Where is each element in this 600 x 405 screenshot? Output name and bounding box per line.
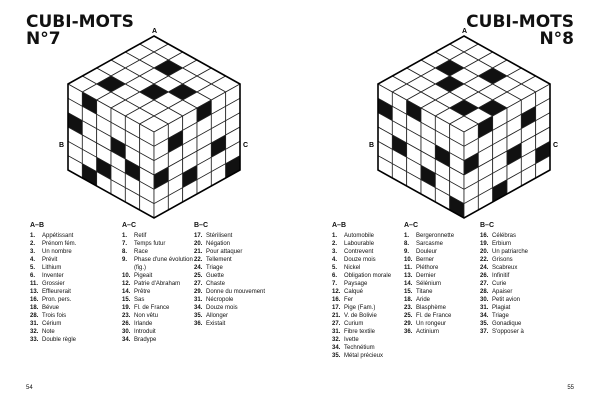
clue-text: Obligation morale <box>344 273 392 279</box>
clue-item <box>404 312 454 320</box>
vertex-label-b: B <box>369 142 375 149</box>
clue-text: Stérilisent <box>206 233 233 239</box>
clue-text: Lithium <box>42 265 62 271</box>
right-page <box>300 0 600 405</box>
clue-text: Dernier <box>416 273 436 279</box>
title-line-1: CUBI-MOTS <box>466 12 574 32</box>
clue-number: 30. <box>480 297 489 303</box>
clue-number: 9. <box>404 249 410 255</box>
clue-number: 15. <box>122 297 131 303</box>
clue-number: 15. <box>404 289 413 295</box>
clue-text: Contrevent <box>344 249 374 255</box>
clue-number: 35. <box>332 353 341 359</box>
clue-text: Métal précieux <box>344 353 384 359</box>
clue-item <box>332 248 391 256</box>
clue-item <box>194 304 265 312</box>
clue-number: 19. <box>480 241 489 247</box>
clue-column-header: B–C <box>480 222 495 229</box>
clue-item <box>194 280 265 288</box>
clue-number: 21. <box>194 249 203 255</box>
clue-column <box>122 222 194 344</box>
cube-cells <box>378 36 550 218</box>
clue-number: 18. <box>30 305 39 311</box>
clue-text: Labourable <box>344 241 375 247</box>
clue-number: 10. <box>122 273 131 279</box>
clue-text: Fibre textile <box>344 329 376 335</box>
clue-number: 17. <box>194 233 203 239</box>
cube-grid-svg <box>54 26 254 226</box>
clue-number: 3. <box>30 249 36 255</box>
clue-text: Un rongeur <box>416 321 447 327</box>
clue-text: Sélénium <box>416 281 442 287</box>
clue-text: Sas <box>134 297 145 303</box>
clue-item <box>332 288 391 296</box>
clue-number: 1. <box>404 233 410 239</box>
clue-item <box>332 320 391 328</box>
clue-text: Irlande <box>134 321 153 327</box>
clue-item <box>480 264 528 272</box>
clue-text: Donne du mouvement <box>206 289 266 295</box>
page-number: 54 <box>26 385 33 391</box>
clue-item <box>30 248 76 256</box>
clue-number: 29. <box>194 289 203 295</box>
clue-item <box>480 288 528 296</box>
clue-text: Prêtre <box>134 289 151 295</box>
clue-item <box>30 328 76 336</box>
title-line-2: N°8 <box>539 29 574 49</box>
clue-number: 9. <box>122 257 128 263</box>
clue-number: 34. <box>194 305 203 311</box>
clue-text: Bévue <box>42 305 60 311</box>
clue-number: 1. <box>332 233 338 239</box>
clue-item <box>194 296 265 304</box>
clue-column <box>30 222 76 344</box>
clue-text: Calqué <box>344 289 364 295</box>
clue-item <box>30 232 76 240</box>
clue-column <box>194 222 265 328</box>
clue-text: Non vêtu <box>134 313 159 319</box>
clue-item <box>480 280 528 288</box>
clue-item <box>122 320 194 328</box>
clue-number: 1. <box>30 233 36 239</box>
clue-number: 11. <box>30 281 39 287</box>
clue-item <box>404 248 454 256</box>
clue-number: 14. <box>404 281 413 287</box>
clue-text: Erbium <box>492 241 512 247</box>
clue-text: Allonger <box>206 313 229 319</box>
clue-text: Appétissant <box>42 233 74 239</box>
clue-column-header: A–B <box>332 222 347 229</box>
clue-number: 31. <box>194 297 203 303</box>
clue-number: 30. <box>122 329 131 335</box>
clue-text: Scabreux <box>492 265 518 271</box>
clue-number: 27. <box>194 281 203 287</box>
clue-number: 16. <box>480 233 489 239</box>
clue-text: Cérium <box>42 321 62 327</box>
clue-item <box>404 280 454 288</box>
clue-number: 36. <box>194 321 203 327</box>
clue-number: 8. <box>404 241 410 247</box>
clue-text: Retif <box>134 233 147 239</box>
vertex-label-a: A <box>152 28 158 35</box>
clue-number: 11. <box>404 265 413 271</box>
clue-item <box>480 312 528 320</box>
clue-item <box>332 336 391 344</box>
clue-text: Temps futur <box>134 241 166 247</box>
clue-text: Pour attaquer <box>206 249 243 255</box>
clue-text: S'opposer à <box>492 329 524 335</box>
clue-item <box>194 272 265 280</box>
clue-text: Douleur <box>416 249 438 255</box>
clue-column <box>480 222 528 336</box>
clue-text: V. de Bolivie <box>344 313 377 319</box>
clue-item <box>194 320 265 328</box>
clue-text: Pigeait <box>134 273 153 279</box>
clue-text: Triage <box>206 265 223 271</box>
cube-grid <box>54 26 254 226</box>
clue-text: Berner <box>416 257 435 263</box>
clue-number: 7. <box>122 241 128 247</box>
clue-number: 18. <box>404 297 413 303</box>
clue-number: 31. <box>332 329 341 335</box>
clue-number: 29. <box>404 321 413 327</box>
clue-number: 27. <box>332 321 341 327</box>
clue-item <box>30 240 76 248</box>
clue-item <box>332 304 391 312</box>
clue-item <box>332 328 391 336</box>
clue-text: Célébras <box>492 233 517 239</box>
clue-text: Pige (Fam.) <box>344 305 376 311</box>
clue-text: Ivette <box>344 337 359 343</box>
clue-item <box>480 256 528 264</box>
clue-item <box>122 280 194 288</box>
clue-item <box>404 304 454 312</box>
clue-number: 21. <box>332 313 341 319</box>
clue-item <box>480 232 528 240</box>
clue-number: 14. <box>122 289 131 295</box>
clue-text: Actinium <box>416 329 440 335</box>
clue-number: 12. <box>122 281 131 287</box>
clue-item <box>122 248 194 256</box>
clue-text: Double règle <box>42 337 77 343</box>
clue-text: Infinitif <box>492 273 510 279</box>
clue-number: 24. <box>194 265 203 271</box>
clue-text: Bergeronnette <box>416 233 455 239</box>
clue-item <box>122 312 194 320</box>
clue-text: Bradype <box>134 337 157 343</box>
clue-number: 3. <box>332 249 338 255</box>
clue-item <box>480 320 528 328</box>
clue-text: Pléthore <box>416 265 439 271</box>
clue-text: Douze mois <box>206 305 238 311</box>
clue-text: Grossier <box>42 281 65 287</box>
clue-column <box>332 222 391 360</box>
clue-item <box>480 272 528 280</box>
clue-item <box>194 256 265 264</box>
clue-item <box>122 288 194 296</box>
clue-text: Un nombre <box>42 249 72 255</box>
clue-number: 27. <box>480 281 489 287</box>
clue-item <box>332 272 391 280</box>
clue-item <box>30 272 76 280</box>
clue-text: Un patriarche <box>492 249 529 255</box>
clue-item <box>122 240 194 248</box>
clue-text: Prévit <box>42 257 58 263</box>
clue-item <box>332 264 391 272</box>
clue-text: Pron. pers. <box>42 297 72 303</box>
clue-item <box>30 296 76 304</box>
clue-item <box>122 272 194 280</box>
clue-text: Aride <box>416 297 431 303</box>
clue-text: Technétium <box>344 345 375 351</box>
clue-column-header: A–B <box>30 222 45 229</box>
clue-text: Fer <box>344 297 353 303</box>
vertex-label-c: C <box>243 142 249 149</box>
clue-number: 8. <box>122 249 128 255</box>
clue-number: 10. <box>404 257 413 263</box>
clue-text: Nickel <box>344 265 361 271</box>
clue-text: Phase d'une évolution (fig.) <box>134 257 193 271</box>
clue-text: Trois fois <box>42 313 67 319</box>
clue-text: Apaiser <box>492 289 513 295</box>
clue-number: 2. <box>332 241 338 247</box>
clue-text: Sarcasme <box>416 241 444 247</box>
page-number: 55 <box>567 385 574 391</box>
clue-item <box>480 328 528 336</box>
clue-item <box>332 312 391 320</box>
clue-number: 13. <box>404 273 413 279</box>
clue-item <box>30 256 76 264</box>
clue-number: 22. <box>480 257 489 263</box>
clue-number: 36. <box>404 329 413 335</box>
clue-number: 19. <box>122 305 131 311</box>
clue-column-header: A–C <box>122 222 137 229</box>
clue-number: 5. <box>332 265 338 271</box>
clue-item <box>332 240 391 248</box>
clue-item <box>30 280 76 288</box>
clue-number: 23. <box>404 305 413 311</box>
clue-item <box>122 336 194 344</box>
clue-item <box>122 296 194 304</box>
clue-text: Curie <box>492 281 507 287</box>
clue-item <box>404 288 454 296</box>
clue-number: 6. <box>332 273 338 279</box>
clue-number: 16. <box>30 297 39 303</box>
clue-item <box>332 296 391 304</box>
clue-text: Introduit <box>134 329 156 335</box>
clue-number: 28. <box>480 289 489 295</box>
clue-text: Négation <box>206 241 231 247</box>
clue-item <box>404 264 454 272</box>
title-line-2: N°7 <box>26 29 61 49</box>
clue-item <box>332 344 391 352</box>
clue-number: 4. <box>332 257 338 263</box>
clue-text: Curium <box>344 321 364 327</box>
clue-number: 31. <box>30 321 39 327</box>
clue-text: Paysage <box>344 281 368 287</box>
clue-number: 7. <box>332 281 338 287</box>
clue-text: Effleurerait <box>42 289 71 295</box>
clue-number: 20. <box>480 249 489 255</box>
clue-number: 32. <box>30 329 39 335</box>
clue-number: 12. <box>332 289 341 295</box>
clue-item <box>30 264 76 272</box>
clue-item <box>194 240 265 248</box>
clue-number: 13. <box>30 289 39 295</box>
clue-text: Fl. de France <box>416 313 452 319</box>
clue-text: Patrie d'Abraham <box>134 281 181 287</box>
clue-number: 35. <box>480 321 489 327</box>
clue-text: Titane <box>416 289 433 295</box>
clue-text: Note <box>42 329 55 335</box>
clue-text: Douze mois <box>344 257 376 263</box>
clue-item <box>480 296 528 304</box>
clue-number: 2. <box>30 241 36 247</box>
clue-number: 28. <box>30 313 39 319</box>
clue-number: 22. <box>194 257 203 263</box>
clue-item <box>404 256 454 264</box>
clue-item <box>30 336 76 344</box>
clue-number: 6. <box>30 273 36 279</box>
vertex-label-b: B <box>59 142 65 149</box>
clue-number: 37. <box>480 329 489 335</box>
vertex-label-c: C <box>553 142 559 149</box>
clue-number: 33. <box>30 337 39 343</box>
clue-item <box>332 352 391 360</box>
clue-item <box>404 328 454 336</box>
clue-item <box>30 288 76 296</box>
clue-number: 25. <box>194 273 203 279</box>
clue-item <box>30 304 76 312</box>
clue-text: Fl. de France <box>134 305 170 311</box>
clue-item <box>404 320 454 328</box>
clue-column <box>404 222 454 336</box>
clue-number: 5. <box>30 265 36 271</box>
cube-grid <box>364 26 564 226</box>
clue-item <box>122 304 194 312</box>
clue-text: Blasphème <box>416 305 447 311</box>
clue-text: Plagiat <box>492 305 511 311</box>
clue-text: Prénom fém. <box>42 241 77 247</box>
clue-number: 34. <box>480 313 489 319</box>
title-line-1: CUBI-MOTS <box>26 12 134 32</box>
clue-number: 26. <box>480 273 489 279</box>
clue-item <box>404 296 454 304</box>
clue-text: Guette <box>206 273 225 279</box>
clue-number: 26. <box>122 321 131 327</box>
clue-text: Tellement <box>206 257 232 263</box>
clue-text: Nécropole <box>206 297 234 303</box>
clue-item <box>480 304 528 312</box>
vertex-label-a: A <box>462 28 468 35</box>
clue-number: 23. <box>122 313 131 319</box>
clue-item <box>30 320 76 328</box>
clue-item <box>480 248 528 256</box>
cube-grid-svg <box>364 26 564 226</box>
clue-item <box>122 328 194 336</box>
clue-number: 17. <box>332 305 341 311</box>
clue-text: Inventer <box>42 273 64 279</box>
clue-text: Chaste <box>206 281 226 287</box>
clue-item <box>404 272 454 280</box>
clue-column-header: B–C <box>194 222 209 229</box>
clue-item <box>122 232 194 240</box>
clue-item <box>122 256 194 272</box>
clue-text: Existait <box>206 321 226 327</box>
clue-item <box>30 312 76 320</box>
clue-number: 20. <box>194 241 203 247</box>
clue-number: 35. <box>194 313 203 319</box>
clue-text: Gonadique <box>492 321 522 327</box>
clue-text: Grisons <box>492 257 513 263</box>
clue-number: 16. <box>332 297 341 303</box>
clue-column-header: A–C <box>404 222 419 229</box>
clue-item <box>194 312 265 320</box>
clue-number: 4. <box>30 257 36 263</box>
clue-text: Petit avion <box>492 297 521 303</box>
clue-item <box>332 256 391 264</box>
clue-item <box>194 232 265 240</box>
cube-cells <box>68 36 240 218</box>
clue-item <box>194 288 265 296</box>
clue-item <box>194 264 265 272</box>
clue-number: 31. <box>480 305 489 311</box>
clue-text: Automobile <box>344 233 375 239</box>
clue-number: 24. <box>480 265 489 271</box>
clue-number: 1. <box>122 233 128 239</box>
clue-item <box>404 232 454 240</box>
clue-item <box>332 232 391 240</box>
clue-item <box>194 248 265 256</box>
clue-text: Race <box>134 249 149 255</box>
clue-number: 34. <box>122 337 131 343</box>
clue-item <box>404 240 454 248</box>
clue-text: Triage <box>492 313 509 319</box>
clue-item <box>332 280 391 288</box>
clue-number: 25. <box>404 313 413 319</box>
clue-number: 34. <box>332 345 341 351</box>
clue-item <box>480 240 528 248</box>
clue-number: 32. <box>332 337 341 343</box>
